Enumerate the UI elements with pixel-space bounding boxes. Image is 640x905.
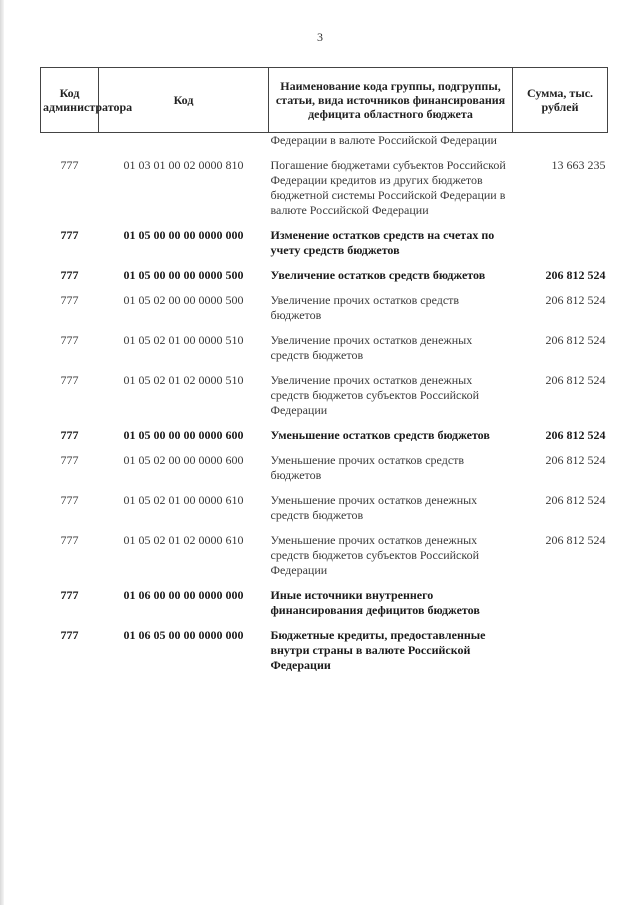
row-admin-code: 777 [60, 628, 79, 642]
table-row [41, 428, 608, 453]
row-name: Иные источники внутреннего финансирования дефицитов бюджетов [270, 588, 480, 617]
row-admin-code: 777 [60, 228, 79, 242]
budget-sources-table [40, 67, 608, 683]
row-code: 01 05 00 00 00 0000 500 [123, 268, 244, 282]
row-code: 01 05 02 01 00 0000 510 [123, 333, 244, 347]
row-admin-code: 777 [60, 333, 79, 347]
table-row [41, 133, 608, 159]
row-sum: 206 812 524 [545, 533, 606, 547]
row-sum [513, 228, 608, 268]
row-admin-code: 777 [60, 428, 79, 442]
row-name: Уменьшение прочих остатков денежных средств бюджетов субъектов Российской Федерации [270, 533, 480, 577]
table-body [41, 133, 608, 684]
header-admin-code: Код администратора [41, 68, 99, 133]
row-sum [513, 588, 608, 628]
row-name: Уменьшение остатков средств бюджетов [270, 428, 490, 442]
row-name: Федерации в валюте Российской Федерации [270, 133, 497, 147]
table-row [41, 588, 608, 628]
row-name: Уменьшение прочих остатков средств бюджетов [270, 453, 465, 482]
table-header-row [41, 68, 608, 133]
row-code: 01 05 00 00 00 0000 000 [123, 228, 244, 242]
row-code: 01 05 02 00 00 0000 600 [123, 453, 244, 467]
table-row [41, 533, 608, 588]
header-code: Код [99, 68, 269, 133]
row-admin-code: 777 [60, 268, 79, 282]
row-code: 01 06 00 00 00 0000 000 [123, 588, 244, 602]
row-name: Бюджетные кредиты, предоставленные внутри страны в валюте Российской Федерации [270, 628, 486, 672]
row-code: 01 05 02 00 00 0000 500 [123, 293, 244, 307]
row-sum: 206 812 524 [545, 453, 606, 467]
row-code: 01 06 05 00 00 0000 000 [123, 628, 244, 642]
row-sum: 206 812 524 [545, 493, 606, 507]
header-name: Наименование кода группы, подгруппы, статьи, вида источников финансирования дефицита областного бюджета [269, 68, 513, 133]
row-code: 01 05 00 00 00 0000 600 [123, 428, 244, 442]
row-admin-code: 777 [60, 493, 79, 507]
table-row [41, 228, 608, 268]
table-row [41, 628, 608, 683]
table-row [41, 333, 608, 373]
row-name: Изменение остатков средств на счетах по учету средств бюджетов [270, 228, 495, 257]
row-admin-code: 777 [60, 158, 79, 172]
row-name: Увеличение прочих остатков средств бюджетов [270, 293, 460, 322]
row-sum: 206 812 524 [545, 373, 606, 387]
table-row [41, 493, 608, 533]
row-code [99, 133, 269, 159]
row-sum: 206 812 524 [545, 293, 606, 307]
table-row [41, 268, 608, 293]
row-code: 01 05 02 01 02 0000 610 [123, 533, 244, 547]
row-name: Уменьшение прочих остатков денежных средств бюджетов [270, 493, 478, 522]
table-row [41, 158, 608, 228]
row-name: Увеличение прочих остатков денежных средств бюджетов субъектов Российской Федерации [270, 373, 480, 417]
row-name: Увеличение прочих остатков денежных средств бюджетов [270, 333, 473, 362]
row-admin-code: 777 [60, 293, 79, 307]
row-sum [513, 628, 608, 683]
row-admin-code: 777 [60, 588, 79, 602]
table-row [41, 373, 608, 428]
row-sum: 13 663 235 [551, 158, 606, 172]
row-sum: 206 812 524 [545, 268, 606, 282]
row-sum [513, 133, 608, 159]
row-code: 01 05 02 01 02 0000 510 [123, 373, 244, 387]
header-sum: Сумма, тыс. рублей [513, 68, 608, 133]
page-number: 3 [317, 30, 323, 44]
row-admin-code [41, 133, 99, 159]
row-admin-code: 777 [60, 453, 79, 467]
row-name: Погашение бюджетами субъектов Российской Федерации кредитов из других бюджетов бюджетной системы Российской Федерации в валюте Российской Федерации [270, 158, 506, 217]
row-sum: 206 812 524 [545, 333, 606, 347]
table-row [41, 293, 608, 333]
page-edge-shadow [0, 0, 4, 905]
row-admin-code: 777 [60, 373, 79, 387]
row-sum: 206 812 524 [545, 428, 606, 442]
table-row [41, 453, 608, 493]
row-name: Увеличение остатков средств бюджетов [270, 268, 486, 282]
row-code: 01 03 01 00 02 0000 810 [123, 158, 244, 172]
row-admin-code: 777 [60, 533, 79, 547]
row-code: 01 05 02 01 00 0000 610 [123, 493, 244, 507]
